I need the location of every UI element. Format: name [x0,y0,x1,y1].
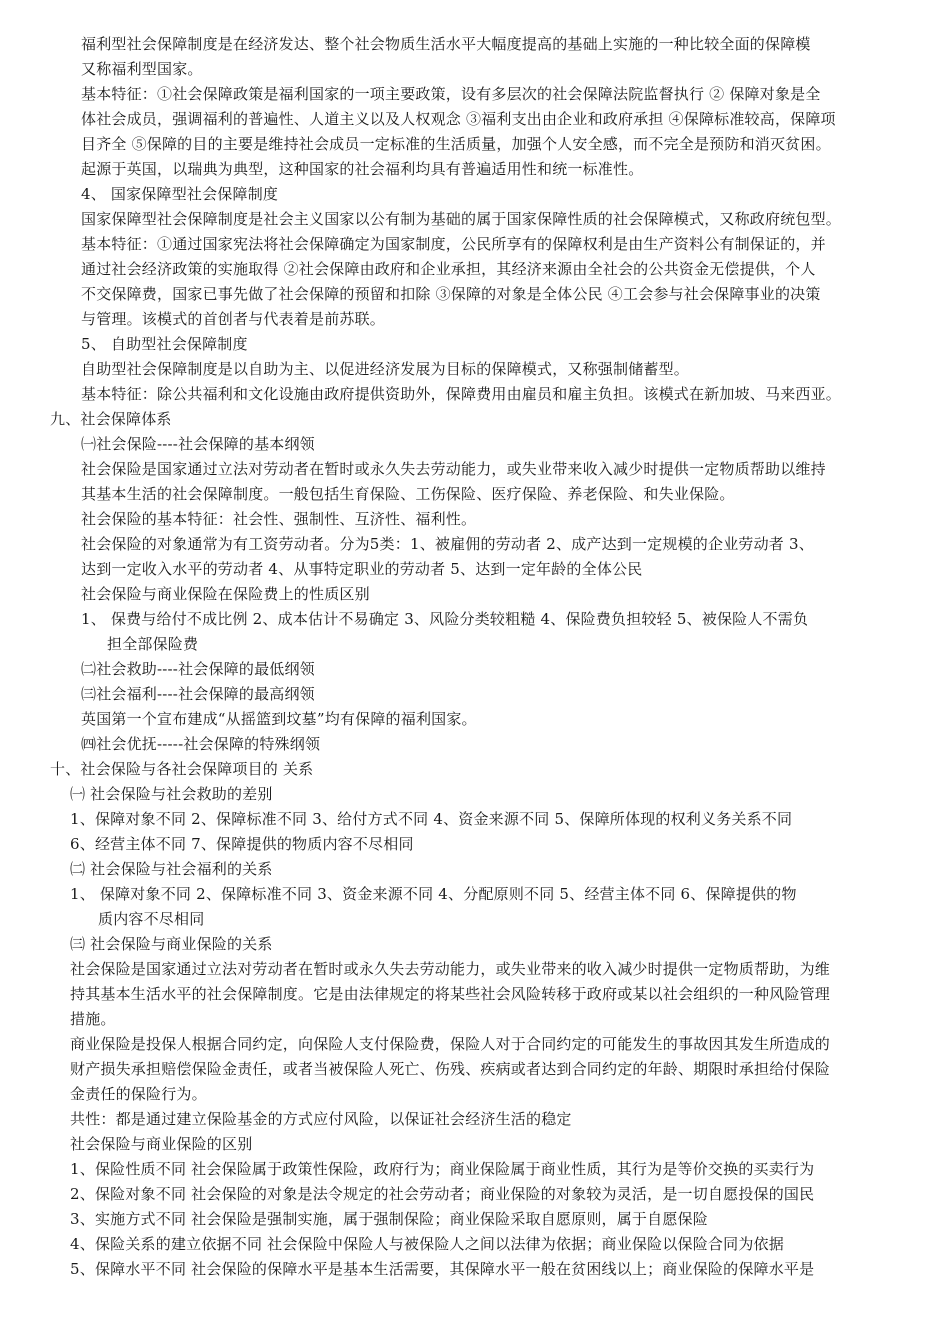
chapter-heading: 九、社会保障体系 [50,410,172,428]
text-line: 社会保险是国家通过立法对劳动者在暂时或永久失去劳动能力，或失业带来收入减少时提供一定物质帮助以维持 [81,460,826,478]
section-heading: 4、 国家保障型社会保障制度 [81,185,279,203]
text-line: 金责任的保险行为。 [70,1085,207,1103]
text-line: 国家保障型社会保障制度是社会主义国家以公有制为基础的属于国家保障性质的社会保障模式，又称政府统包型。 [81,210,842,228]
list-item: 4、保险关系的建立依据不同 社会保险中保险人与被保险人之间以法律为依据；商业保险以保险合同为依据 [70,1235,784,1253]
text-line: 目齐全 ⑤保障的目的主要是维持社会成员一定标准的生活质量，加强个人安全感，而不完全是预防和消灭贫困。 [81,135,831,153]
subsection-heading: ㈠社会保险----社会保障的基本纲领 [81,435,315,453]
text-line: 起源于英国，以瑞典为典型，这种国家的社会福利均具有普遍适用性和统一标准性。 [81,160,644,178]
text-line: 基本特征：①通过国家宪法将社会保障确定为国家制度，公民所享有的保障权利是由生产资料公有制保证的，并 [81,235,826,253]
subsection-heading: ㈡社会救助----社会保障的最低纲领 [81,660,315,678]
text-line: 基本特征：除公共福利和文化设施由政府提供资助外，保障费用由雇员和雇主负担。该模式在新加坡、马来西亚。 [81,385,842,403]
text-line: 又称福利型国家。 [81,60,203,78]
text-line: 英国第一个宣布建成“从摇篮到坟墓”均有保障的福利国家。 [81,710,477,728]
section-heading: 5、 自助型社会保障制度 [81,335,248,353]
list-item: 5、保障水平不同 社会保险的保障水平是基本生活需要，其保障水平一般在贫困线以上；商业保险的保障水平是 [70,1260,815,1278]
subsection-heading: ㈢ 社会保险与商业保险的关系 [70,935,273,953]
text-line: 社会保险与商业保险在保险费上的性质区别 [81,585,370,603]
text-line: 自助型社会保障制度是以自助为主、以促进经济发展为目标的保障模式，又称强制储蓄型。 [81,360,690,378]
text-line: 体社会成员，强调福利的普遍性、人道主义以及人权观念 ③福利支出由企业和政府承担 ④保障标准较高，保障项 [81,110,836,128]
list-item: 2、保险对象不同 社会保险的对象是法令规定的社会劳动者；商业保险的对象较为灵活，是一切自愿投保的国民 [70,1185,815,1203]
list-item: 3、实施方式不同 社会保险是强制实施，属于强制保险；商业保险采取自愿原则，属于自愿保险 [70,1210,708,1228]
text-line: 财产损失承担赔偿保险金责任，或者当被保险人死亡、伤残、疾病或者达到合同约定的年龄、期限时承担给付保险 [70,1060,831,1078]
text-line: 社会保险的基本特征：社会性、强制性、互济性、福利性。 [81,510,477,528]
text-line: 社会保险的对象通常为有工资劳动者。分为5类：1、被雇佣的劳动者 2、成产达到一定规模的企业劳动者 3、 [81,535,814,553]
list-item: 1、保障对象不同 2、保障标准不同 3、给付方式不同 4、资金来源不同 5、保障所体现的权利义务关系不同 [70,810,793,828]
subsection-heading: ㈣社会优抚-----社会保障的特殊纲领 [81,735,321,753]
text-line: 不交保障费，国家已事先做了社会保障的预留和扣除 ③保障的对象是全体公民 ④工会参与社会保障事业的决策 [81,285,821,303]
text-line: 共性：都是通过建立保险基金的方式应付风险，以保证社会经济生活的稳定 [70,1110,572,1128]
text-line: 达到一定收入水平的劳动者 4、从事特定职业的劳动者 5、达到一定年龄的全体公民 [81,560,643,578]
text-line: 社会保险与商业保险的区别 [70,1135,253,1153]
text-line: 社会保险是国家通过立法对劳动者在暂时或永久失去劳动能力，或失业带来的收入减少时提供一定物质帮助，为维 [70,960,831,978]
chapter-heading: 十、社会保险与各社会保障项目的 关系 [50,760,314,778]
text-line: 商业保险是投保人根据合同约定，向保险人支付保险费，保险人对于合同约定的可能发生的事故因其发生所造成的 [70,1035,831,1053]
list-item: 6、经营主体不同 7、保障提供的物质内容不尽相同 [70,835,414,853]
text-line: 与管理。该模式的首创者与代表着是前苏联。 [81,310,386,328]
text-line: 措施。 [70,1010,116,1028]
list-item: 1、 保障对象不同 2、保障标准不同 3、资金来源不同 4、分配原则不同 5、经营主体不同 6、保障提供的物 [70,885,797,903]
text-line: 持其基本生活水平的社会保障制度。它是由法律规定的将某些社会风险转移于政府或某以社会组织的一种风险管理 [70,985,831,1003]
text-line: 福利型社会保障制度是在经济发达、整个社会物质生活水平大幅度提高的基础上实施的一种比较全面的保障模 [81,35,811,53]
text-line: 其基本生活的社会保障制度。一般包括生育保险、工伤保险、医疗保险、养老保险、和失业保险。 [81,485,735,503]
list-item: 1、 保费与给付不成比例 2、成本估计不易确定 3、风险分类较粗糙 4、保险费负担较轻 5、被保险人不需负 [81,610,809,628]
list-item-continuation: 担全部保险费 [107,635,199,653]
list-item-continuation: 质内容不尽相同 [98,910,205,928]
subsection-heading: ㈡ 社会保险与社会福利的关系 [70,860,273,878]
text-line: 通过社会经济政策的实施取得 ②社会保障由政府和企业承担，其经济来源由全社会的公共资金无偿提供，个人 [81,260,816,278]
text-line: 基本特征：①社会保障政策是福利国家的一项主要政策，设有多层次的社会保障法院监督执行 ② 保障对象是全 [81,85,821,103]
list-item: 1、保险性质不同 社会保险属于政策性保险，政府行为；商业保险属于商业性质，其行为是等价交换的买卖行为 [70,1160,815,1178]
subsection-heading: ㈢社会福利----社会保障的最高纲领 [81,685,315,703]
subsection-heading: ㈠ 社会保险与社会救助的差别 [70,785,273,803]
